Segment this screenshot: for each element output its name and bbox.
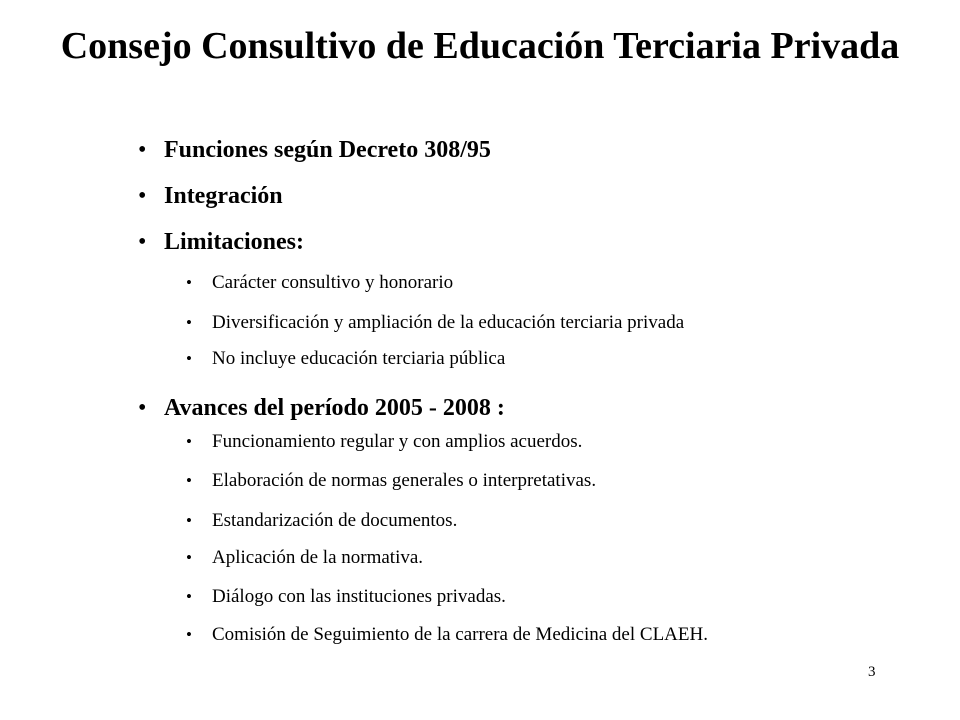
bullet-icon: • [186,625,192,644]
bullet-icon: • [186,471,192,490]
slide-title: Consejo Consultivo de Educación Terciaria Privada [60,25,900,67]
page-number: 3 [868,664,876,680]
sub-list-item-text: Elaboración de normas generales o interpretativas. [212,470,597,491]
list-item-text: Avances del período 2005 - 2008 : [164,395,505,421]
sub-list-item [186,310,684,336]
bullet-icon: • [186,432,192,451]
bullet-icon: • [186,587,192,606]
list-item-text: Integración [164,183,283,209]
bullet-icon: • [138,137,147,163]
sub-list-item-text: No incluye educación terciaria pública [212,348,506,369]
bullet-icon: • [186,511,192,530]
sub-list-item [186,622,708,648]
bullet-icon: • [186,313,192,332]
bullet-icon: • [138,183,147,209]
sub-list-item [186,508,457,534]
list-item [138,181,283,211]
bullet-icon: • [186,273,192,292]
sub-list-item [186,584,506,610]
list-item [138,135,491,165]
list-item-text: Funciones según Decreto 308/95 [164,137,491,163]
list-item [138,227,304,257]
bullet-icon: • [186,349,192,368]
sub-list-item-text: Carácter consultivo y honorario [212,272,454,293]
sub-list-item [186,429,582,455]
sub-list-item [186,270,453,296]
list-item [138,393,505,423]
bullet-icon: • [138,229,147,255]
list-item-text: Limitaciones: [164,229,304,255]
sub-list-item [186,468,596,494]
sub-list-item-text: Diálogo con las instituciones privadas. [212,586,506,607]
sub-list-item-text: Estandarización de documentos. [212,510,458,531]
sub-list-item [186,346,505,372]
sub-list-item-text: Aplicación de la normativa. [212,547,424,568]
bullet-icon: • [138,395,147,421]
sub-list-item-text: Comisión de Seguimiento de la carrera de Medicina del CLAEH. [212,624,708,645]
sub-list-item-text: Funcionamiento regular y con amplios acuerdos. [212,431,583,452]
bullet-icon: • [186,548,192,567]
sub-list-item-text: Diversificación y ampliación de la educación terciaria privada [212,312,685,333]
sub-list-item [186,545,423,571]
